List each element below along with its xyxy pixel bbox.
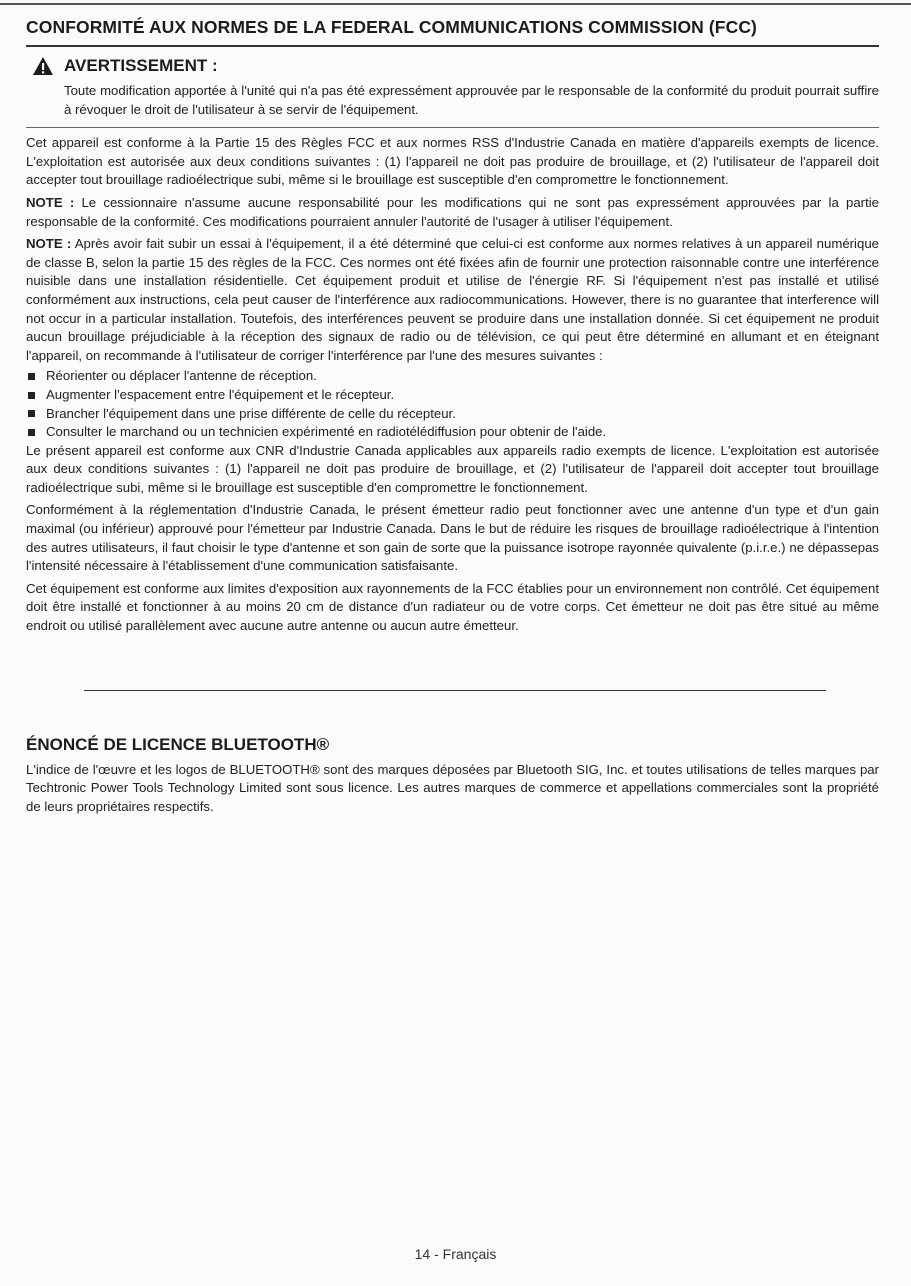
note-1 xyxy=(26,194,879,231)
ic-paragraph: Le présent appareil est conforme aux CNR d'Industrie Canada applicables aux appareils radio exempts de licence. L'exploitation est autorisée aux deux conditions suivantes : (1) l'appareil ne doit pas produire de brouillage, et (2) l'utilisateur de l'appareil doit accepter tout brouillage radioélectrique subi, même si le brouillage est susceptible d'en compromettre le fonctionnement. xyxy=(26,442,879,495)
antenna-paragraph: Conformément à la réglementation d'Industrie Canada, le présent émetteur radio peut fonctionner avec une antenne d'un type et d'un gain maximal (ou inférieur) approuvé pour l'émetteur par Industrie Canada. Dans le but de réduire les risques de brouillage radioélectrique à l'intention des autres utilisateurs, il faut choisir le type d'antenne et son gain de sorte que la puissance isotrope rayonnée quivalente (p.i.r.e.) ne dépassepas l'intensité nécessaire à l'établissement d'une communication satisfaisante. xyxy=(26,502,879,574)
list-item xyxy=(26,386,879,405)
note-1-text: Le cessionnaire n'assume aucune responsabilité pour les modifications qui ne sont pas expressément approuvées par la partie responsable de la conformité. Ces modifications pourraient annuler l'autorité de l'usager à utiliser l'équipement. xyxy=(26,194,879,229)
warning-divider xyxy=(26,127,879,128)
fcc-paragraph-1: Cet appareil est conforme à la Partie 15 des Règles FCC et aux normes RSS d'Industrie Canada en matière d'appareils exempts de licence. L'exploitation est autorisée aux deux conditions suivantes : (1) l'appareil ne doit pas produire de brouillage, et (2) l'utilisateur de l'appareil doit accepter tout brouillage radioélectrique subi, même si le brouillage est susceptible d'en compromettre le fonctionnement. xyxy=(26,135,879,188)
warning-triangle-icon xyxy=(32,56,54,76)
note-2-label: NOTE : xyxy=(26,236,72,252)
bullet-square-icon xyxy=(28,392,35,399)
bluetooth-heading: ÉNONCÉ DE LICENCE BLUETOOTH® xyxy=(26,734,330,754)
section-divider xyxy=(84,690,826,691)
list-item xyxy=(26,405,879,424)
warning-text: Toute modification apportée à l'unité qui n'a pas été expressément approuvée par le responsable de la conformité du produit pourrait suffire à révoquer le droit de l'utilisateur à se servir de l'équipement. xyxy=(64,83,879,117)
bluetooth-text: L'indice de l'œuvre et les logos de BLUETOOTH® sont des marques déposées par Bluetooth SIG, Inc. et toutes utilisations de telles marques par Techtronic Power Tools Technology Limited sont sous licence. Les autres marques de commerce et appellations commerciales sont la propriété de leurs propriétaires respectifs. xyxy=(26,761,879,814)
list-item-text: Brancher l'équipement dans une prise différente de celle du récepteur. xyxy=(46,405,456,421)
page-number: 14 - Français xyxy=(414,1246,497,1262)
list-item-text: Consulter le marchand ou un technicien expérimenté en radiotélédiffusion pour obtenir de l'aide. xyxy=(46,424,607,440)
list-item-text: Augmenter l'espacement entre l'équipement et le récepteur. xyxy=(46,386,395,402)
note-2 xyxy=(26,235,879,365)
top-border-line xyxy=(0,3,911,5)
list-item-text: Réorienter ou déplacer l'antenne de réception. xyxy=(46,368,317,384)
bullet-square-icon xyxy=(28,429,35,436)
bullet-square-icon xyxy=(28,373,35,380)
warning-heading-row xyxy=(26,53,879,79)
page-title: CONFORMITÉ AUX NORMES DE LA FEDERAL COMMUNICATIONS COMMISSION (FCC) xyxy=(26,17,757,37)
note-2-text: Après avoir fait subir un essai à l'équipement, il a été déterminé que celui-ci est conforme aux normes relatives à un appareil numérique de classe B, selon la partie 15 des règles de la FCC. Ces normes ont été fixées afin de fournir une protection raisonnable contre une interférence nuisible dans une installation résidentielle. Cet équipement produit et utilise de l'énergie RF. Si l'équipement n'est pas installé et utilisé conformément aux instructions, cela peut causer de l'interférence aux radiocommunications. However, there is no guarantee that interference will not occur in a particular installation. Toutefois, des interférences peuvent se produire dans une installation donnée. Si cet équipement ne produit aucun brouillage préjudiciable à la réception des signaux de radio ou de télévision, ce qui peut être déterminé en allumant et en éteignant l'appareil, on recommande à l'utilisateur de corriger l'interférence par l'une des mesures suivantes : xyxy=(26,236,879,363)
warning-heading: AVERTISSEMENT : xyxy=(64,56,218,75)
list-item xyxy=(26,367,879,386)
list-item xyxy=(26,423,879,442)
title-divider xyxy=(26,45,879,47)
bullet-square-icon xyxy=(28,410,35,417)
remedy-list xyxy=(26,367,879,441)
note-1-label: NOTE : xyxy=(26,194,75,210)
document-page xyxy=(26,14,879,816)
exposure-paragraph: Cet équipement est conforme aux limites d'exposition aux rayonnements de la FCC établies pour un environnement non contrôlé. Cet équipement doit être installé et fonctionner à au moins 20 cm de distance d'un radiateur ou de votre corps. Cet émetteur ne doit pas être situé au même endroit ou utilisé parallèlement avec aucune autre antenne ou aucun autre émetteur. xyxy=(26,580,879,634)
